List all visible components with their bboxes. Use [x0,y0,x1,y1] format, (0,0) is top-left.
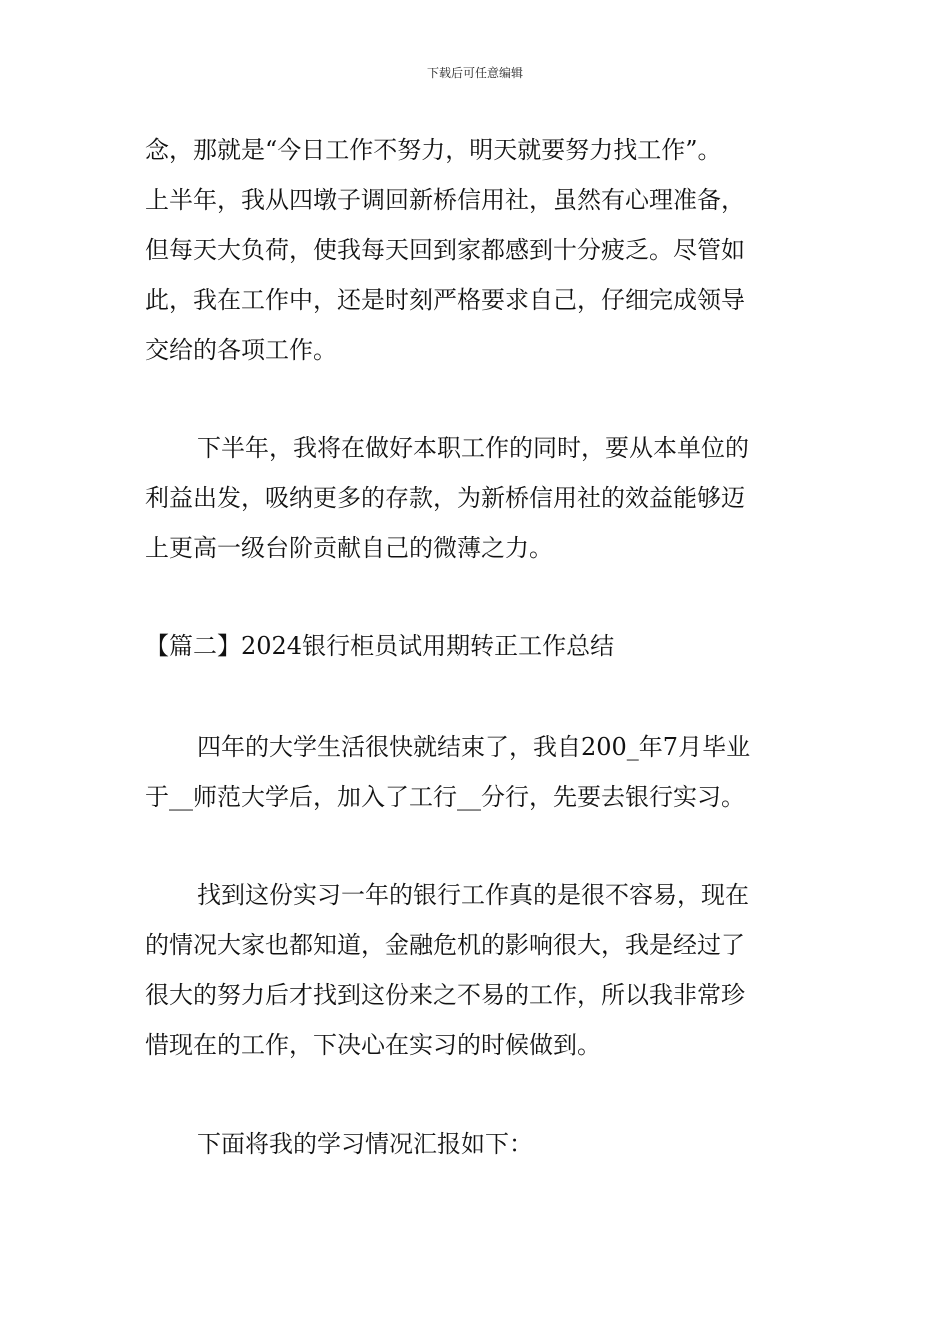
text-line: 利益出发，吸纳更多的存款，为新桥信用社的效益能够迈 [145,484,745,512]
text-line: 上半年，我从四墩子调回新桥信用社，虽然有心理准备， [145,186,745,214]
text-line: 下半年，我将在做好本职工作的同时，要从本单位的 [197,434,749,462]
paragraph-second-half-plan [145,423,810,573]
download-note-header: 下载后可任意编辑 [426,66,523,80]
text-line: 此，我在工作中，还是时刻严格要求自己，仔细完成领导 [145,286,745,314]
text-line: 下面将我的学习情况汇报如下： [197,1130,533,1158]
text-line: 但每天大负荷，使我每天回到家都感到十分疲乏。尽管如 [145,236,745,264]
text-line: 于__师范大学后，加入了工行__分行，先要去银行实习。 [145,783,745,811]
paragraph-report-intro [145,1119,810,1169]
text-line: 很大的努力后才找到这份来之不易的工作，所以我非常珍 [145,981,745,1009]
text-line: 找到这份实习一年的银行工作真的是很不容易，现在 [197,881,749,909]
paragraph-continuation [145,125,810,375]
paragraph-graduation [145,722,810,822]
section-heading-text: 【篇二】2024银行柜员试用期转正工作总结 [145,632,615,660]
text-line: 念，那就是“今日工作不努力，明天就要努力找工作”。 [145,136,722,164]
text-line: 四年的大学生活很快就结束了，我自200_年7月毕业 [197,733,751,761]
text-line: 上更高一级台阶贡献自己的微薄之力。 [145,534,553,562]
text-line: 的情况大家也都知道，金融危机的影响很大，我是经过了 [145,931,745,959]
text-line: 交给的各项工作。 [145,336,337,364]
paragraph-internship [145,870,810,1070]
section-heading [145,621,810,671]
text-line: 惜现在的工作，下决心在实习的时候做到。 [145,1031,601,1059]
